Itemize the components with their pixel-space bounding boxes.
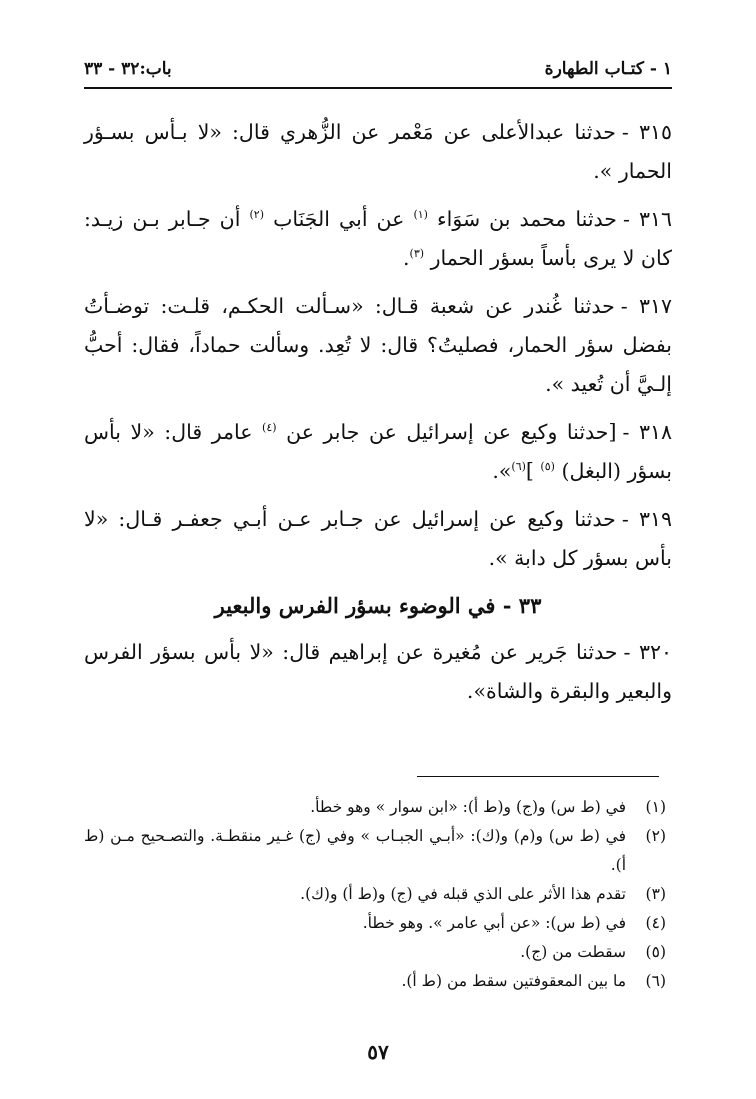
footnote-number: (٢) (645, 827, 666, 845)
footnote-ref: (٢) (249, 208, 265, 222)
footnote-number: (٣) (645, 885, 666, 903)
header-rule (84, 87, 672, 89)
hadith-text: حدثنا جَرير عن مُغيرة عن إبراهيم قال: «لا بأس بسؤر الفرس والبعير والبقرة والشاة». (84, 640, 672, 703)
footnote-rule (417, 776, 659, 777)
footnote-ref: (٤) (262, 421, 277, 435)
main-text (84, 113, 672, 720)
paragraph-group (84, 633, 672, 711)
hadith-text: عن أبي الجَنَاب (264, 207, 414, 231)
footnotes (84, 793, 672, 996)
footnote (84, 938, 672, 967)
hadith-number: ٣١٧ - (620, 294, 672, 318)
book-title: ١ - كتـاب الطهارة (544, 59, 672, 79)
page-number: ٥٧ (367, 1040, 389, 1064)
footnote (84, 793, 672, 822)
footnote-ref: (١) (413, 208, 428, 222)
hadith-text: ] (525, 459, 541, 483)
hadith-text: حدثنا عبدالأعلى عن مَعْمر عن الزُّهري قال: «لا بـأس بسـؤر الحمار ». (84, 120, 672, 183)
footnote-ref: (٥) (540, 460, 555, 474)
footnote-ref: (٦) (511, 460, 526, 474)
hadith-text: حدثنا وكيع عن إسرائيل عن جـابر عـن أبـي جعفـر قـال: «لا بأس بسؤر كل دابة ». (84, 507, 672, 570)
footnote-text: في (ط س): «عن أبي عامر ». وهو خطأ. (362, 914, 626, 932)
footnote-number: (٤) (645, 914, 666, 932)
hadith-number: ٣١٩ - (621, 507, 672, 531)
footnote-text: في (ط س) و(ج) و(ط أ): «ابن سوار » وهو خطأ. (310, 798, 626, 816)
running-header (84, 54, 672, 84)
hadith-text: أن جـابر بـن زيـد: كان لا يرى بأساً بسؤر الحمار (84, 207, 672, 270)
hadith-number: ٣٢٠ - (623, 640, 672, 664)
hadith-paragraph (84, 500, 672, 578)
hadith-paragraph (84, 287, 672, 404)
footnote-ref: (٣) (409, 247, 425, 261)
hadith-text: حدثنا محمد بن سَوَاء (427, 207, 617, 231)
footnote-number: (٥) (645, 943, 666, 961)
hadith-text: عامر قال: «لا بأس بسؤر (البغل) (84, 420, 672, 483)
footnote (84, 880, 672, 909)
footnote (84, 967, 672, 996)
footnote-number: (٦) (645, 972, 666, 990)
hadith-number: ٣١٥ - (621, 120, 672, 144)
footnote-text: في (ط س) و(م) و(ك): «أبـي الجبـاب » وفي (ج) غـير منقطـة. والتصـحيح مـن (ط أ). (84, 827, 626, 874)
hadith-text: حدثنا غُندر عن شعبة قـال: «سـألت الحكـم، قلـت: توضـأتُ بفضل سؤر الحمار، فصليتُ؟ قال: لا تُعِد. وسألت حماداً، فقال: أحبُّ إلـيَّ أن تُعيد ». (84, 294, 672, 396)
hadith-paragraph (84, 200, 672, 278)
footnote (84, 909, 672, 938)
hadith-text: ». (492, 459, 512, 483)
hadith-paragraph (84, 633, 672, 711)
footnote-text: تقدم هذا الأثر على الذي قبله في (ج) و(ط أ) و(ك). (300, 885, 626, 903)
footnote-number: (١) (645, 798, 666, 816)
hadith-number: ٣١٨ - (622, 420, 672, 444)
footnote (84, 822, 672, 880)
hadith-paragraph (84, 113, 672, 191)
hadith-text: [حدثنا وكيع عن إسرائيل عن جابر عن (276, 420, 617, 444)
hadith-number: ٣١٦ - (622, 207, 673, 231)
chapter-range: باب:٣٢ - ٣٣ (84, 59, 172, 79)
footnote-text: ما بين المعقوفتين سقط من (ط أ). (401, 972, 626, 990)
paragraph-group (84, 113, 672, 578)
section-heading: ٣٣ - في الوضوء بسؤر الفرس والبعير (214, 593, 542, 618)
hadith-text: . (403, 246, 410, 270)
hadith-paragraph (84, 413, 672, 491)
footnote-text: سقطت من (ج). (520, 943, 626, 961)
